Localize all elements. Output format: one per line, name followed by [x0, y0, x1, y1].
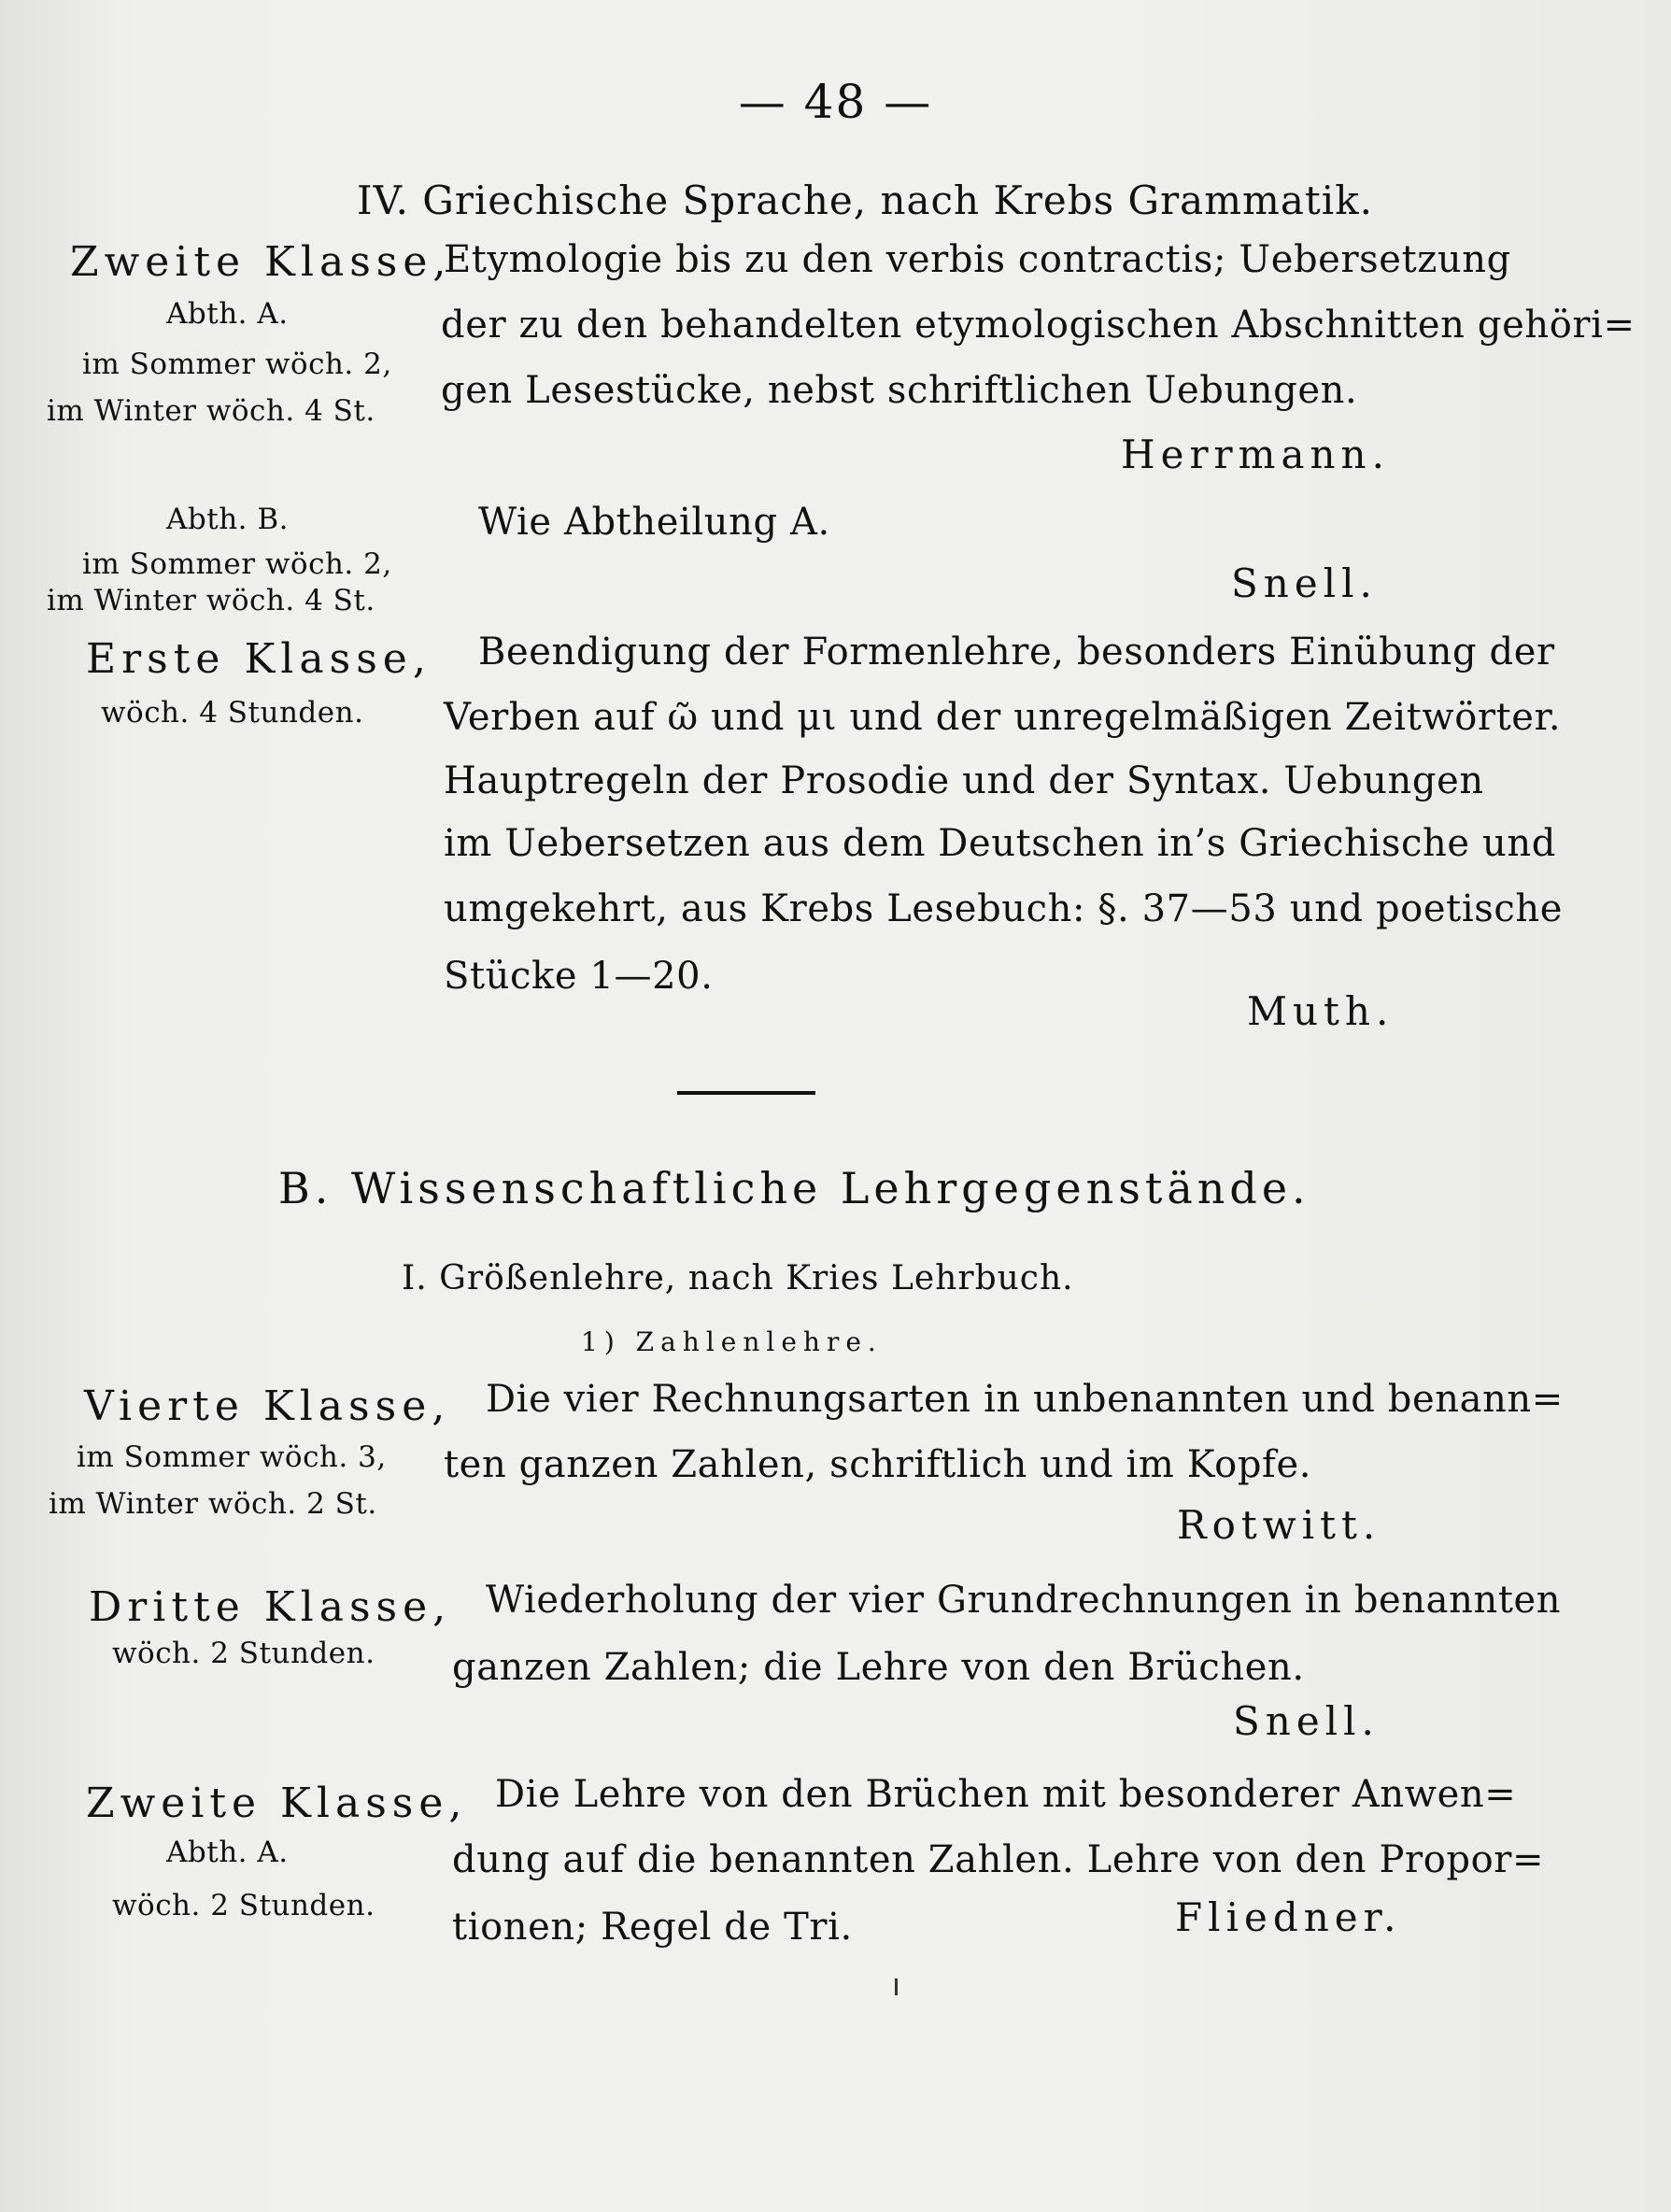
entry-line: Hauptregeln der Prosodie und der Syntax. Uebungen	[444, 759, 1484, 802]
entry-line: Die vier Rechnungsarten in unbenannten und benann=	[486, 1378, 1564, 1421]
entry-line: Beendigung der Formenlehre, besonders Einübung der	[478, 631, 1555, 674]
entry-line: Stücke 1—20.	[444, 955, 714, 998]
entry-sub: wöch. 2 Stunden.	[112, 1889, 375, 1922]
entry-sub: im Sommer wöch. 3,	[77, 1440, 387, 1474]
entry-line: im Uebersetzen aus dem Deutschen in’s Griechische und	[444, 822, 1556, 865]
section-b-subtitle: I. Größenlehre, nach Kries Lehrbuch.	[402, 1259, 1074, 1297]
entry-line: der zu den behandelten etymologischen Abschnitten gehöri=	[441, 304, 1636, 347]
entry-sub: wöch. 4 Stunden.	[101, 696, 364, 730]
entry-line: ganzen Zahlen; die Lehre von den Brüchen.	[452, 1646, 1305, 1689]
entry-sub: wöch. 2 Stunden.	[112, 1637, 375, 1670]
section-b-title: B. Wissenschaftliche Lehrgegenstände.	[278, 1163, 1310, 1213]
entry-line: ten ganzen Zahlen, schriftlich und im Kopfe.	[444, 1443, 1312, 1486]
entry-line: Etymologie bis zu den verbis contractis; Uebersetzung	[444, 238, 1511, 281]
entry-sub: im Sommer wöch. 2,	[82, 547, 392, 581]
teacher-name: Snell.	[1231, 560, 1378, 606]
entry-line: umgekehrt, aus Krebs Lesebuch: §. 37—53 und poetische	[444, 887, 1563, 930]
teacher-name: Rotwitt.	[1177, 1502, 1381, 1548]
entry-class-name: Erste Klasse,	[86, 635, 432, 683]
entry-line: dung auf die benannten Zahlen. Lehre von den Propor=	[452, 1838, 1545, 1881]
entry-line: Die Lehre von den Brüchen mit besonderer Anwen=	[495, 1773, 1517, 1816]
entry-sub: im Sommer wöch. 2,	[82, 347, 392, 381]
entry-sub: im Winter wöch. 4 St.	[47, 584, 375, 617]
entry-sub: Abth. B.	[166, 503, 289, 536]
entry-class-name: Zweite Klasse,	[86, 1780, 468, 1827]
section-iv-title: IV. Griechische Sprache, nach Krebs Grammatik.	[357, 177, 1374, 223]
teacher-name: Fliedner.	[1175, 1894, 1402, 1940]
entry-class-name: Vierte Klasse,	[84, 1382, 451, 1430]
section-b-subsubtitle: 1) Zahlenlehre.	[581, 1326, 883, 1357]
entry-sub: im Winter wöch. 2 St.	[49, 1487, 377, 1521]
entry-sub: Abth. A.	[166, 1836, 289, 1869]
entry-class-name: Zweite Klasse,	[70, 238, 452, 286]
section-divider	[677, 1091, 815, 1095]
entry-line: tionen; Regel de Tri.	[452, 1906, 853, 1949]
entry-sub: Abth. A.	[166, 297, 289, 331]
page-number: — 48 —	[738, 75, 933, 129]
entry-line: Wie Abtheilung A.	[478, 501, 830, 544]
teacher-name: Snell.	[1233, 1698, 1380, 1744]
entry-sub: im Winter wöch. 4 St.	[47, 394, 375, 428]
printer-mark	[895, 1978, 898, 1995]
teacher-name: Muth.	[1247, 988, 1395, 1034]
entry-class-name: Dritte Klasse,	[89, 1583, 452, 1631]
entry-line: gen Lesestücke, nebst schriftlichen Uebungen.	[441, 369, 1358, 412]
teacher-name: Herrmann.	[1121, 432, 1390, 477]
entry-line: Wiederholung der vier Grundrechnungen in benannten	[486, 1579, 1562, 1622]
entry-line: Verben auf ῶ und μι und der unregelmäßigen Zeitwörter.	[444, 696, 1562, 739]
